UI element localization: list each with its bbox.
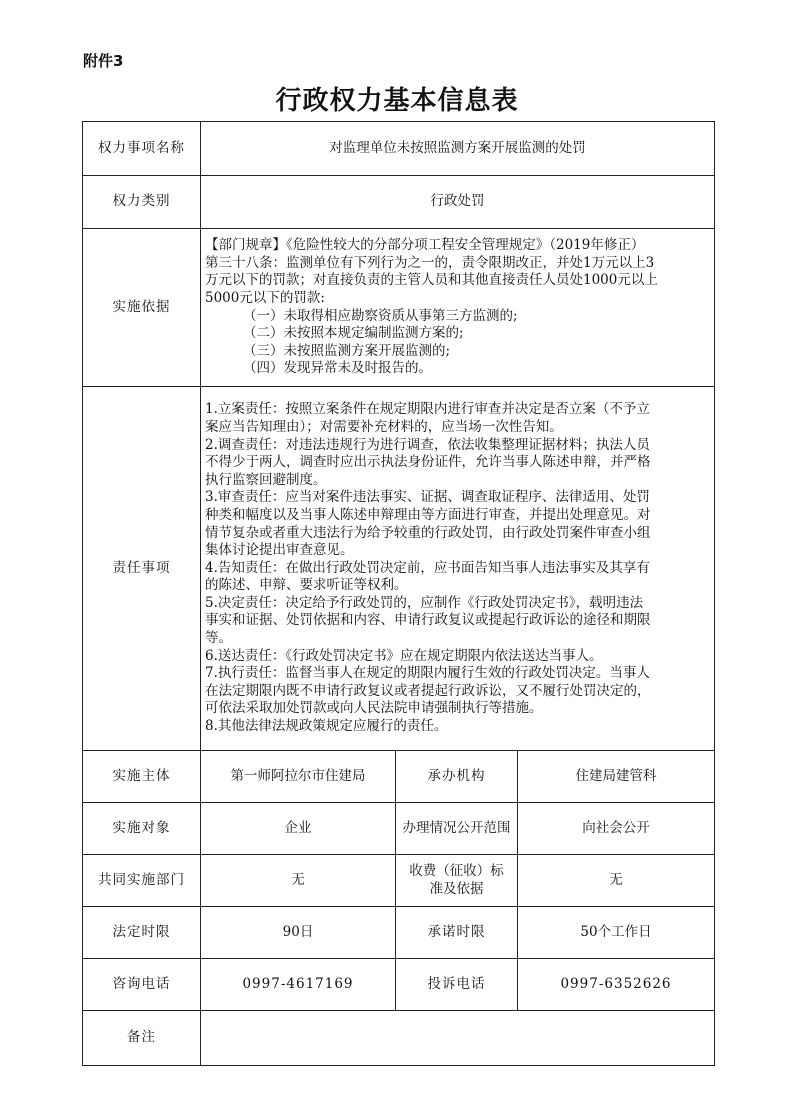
row-subject <box>83 751 715 803</box>
basis-line: 5000元以下的罚款: <box>205 289 325 306</box>
basis-item: （四）发现异常未及时报告的。 <box>243 360 432 377</box>
target-label: 实施对象 <box>83 803 201 855</box>
basis-item: （一）未取得相应勘察资质从事第三方监测的; <box>243 307 518 324</box>
duties-text <box>201 387 715 751</box>
duties-line: 可依法采取加处罚款或向人民法院申请强制执行等措施。 <box>205 700 543 717</box>
remarks-label: 备注 <box>83 1011 201 1066</box>
dept-value: 无 <box>201 855 396 907</box>
row-basis <box>83 229 715 387</box>
power-type-value: 行政处罚 <box>201 176 715 229</box>
agency-value: 住建局建管科 <box>518 751 715 803</box>
duties-line: 5.决定责任：决定给予行政处罚的，应制作《行政处罚决定书》，载明违法 <box>205 594 644 611</box>
subject-value: 第一师阿拉尔市住建局 <box>201 751 396 803</box>
fee-value: 无 <box>518 855 715 907</box>
basis-label: 实施依据 <box>83 229 201 387</box>
basis-line: 万元以下的罚款；对直接负责的主管人员和其他直接责任人员处1000元以上 <box>205 272 658 289</box>
page-title: 行政权力基本信息表 <box>275 86 519 116</box>
duties-line: 在法定期限内既不申请行政复议或者提起行政诉讼，又不履行处罚决定的， <box>205 682 651 699</box>
power-name-label: 权力事项名称 <box>83 122 201 176</box>
promise-time-label: 承诺时限 <box>396 907 518 959</box>
duties-line: 情节复杂或者重大违法行为给予较重的行政处罚，由行政处罚案件审查小组 <box>205 524 651 541</box>
power-name-value: 对监理单位未按照监测方案开展监测的处罚 <box>201 122 715 176</box>
duties-line: 2.调查责任：对违法违规行为进行调查，依法收集整理证据材料；执法人员 <box>205 436 650 453</box>
row-remarks <box>83 1011 715 1066</box>
row-duties <box>83 387 715 751</box>
legal-time-value: 90日 <box>201 907 396 959</box>
duties-line: 1.立案责任：按照立案条件在规定期限内进行审查并决定是否立案（不予立 <box>205 401 650 418</box>
row-power-type <box>83 176 715 229</box>
duties-label: 责任事项 <box>83 387 201 751</box>
target-value: 企业 <box>201 803 396 855</box>
promise-time-value: 50个工作日 <box>518 907 715 959</box>
disclosure-value: 向社会公开 <box>518 803 715 855</box>
duties-line: 不得少于两人，调查时应出示执法身份证件，允许当事人陈述申辩，并严格 <box>205 454 651 471</box>
basis-text <box>201 229 715 387</box>
power-type-label: 权力类别 <box>83 176 201 229</box>
complaint-phone: 0997-6352626 <box>518 959 715 1011</box>
basis-item: （二）未按照本规定编制监测方案的; <box>243 325 464 342</box>
duties-line: 执行监察回避制度。 <box>205 471 327 488</box>
attachment-label: 附件3 <box>83 52 124 70</box>
duties-line: 案应当告知理由）；对需要补充材料的，应当场一次性告知。 <box>205 418 563 435</box>
fee-label: 收费（征收）标准及依据 <box>396 855 518 907</box>
row-dept <box>83 855 715 907</box>
duties-line: 6.送达责任：《行政处罚决定书》应在规定期限内依法送达当事人。 <box>205 647 603 664</box>
basis-line: 【部门规章】《危险性较大的分部分项工程安全管理规定》（2019年修正） <box>205 237 645 254</box>
consult-label: 咨询电话 <box>83 959 201 1011</box>
consult-phone: 0997-4617169 <box>201 959 396 1011</box>
duties-line: 的陈述、申辩、要求听证等权利。 <box>205 577 408 594</box>
legal-time-label: 法定时限 <box>83 907 201 959</box>
complaint-label: 投诉电话 <box>396 959 518 1011</box>
dept-label: 共同实施部门 <box>83 855 201 907</box>
duties-line: 3.审查责任：应当对案件违法事实、证据、调查取证程序、法律适用、处罚 <box>205 489 650 506</box>
basis-line: 第三十八条：监测单位有下列行为之一的，责令限期改正，并处1万元以上3 <box>205 254 655 271</box>
row-consult <box>83 959 715 1011</box>
duties-line: 7.执行责任：监督当事人在规定的期限内履行生效的行政处罚决定。当事人 <box>205 665 650 682</box>
agency-label: 承办机构 <box>396 751 518 803</box>
duties-line: 等。 <box>205 630 232 647</box>
disclosure-label: 办理情况公开范围 <box>396 803 518 855</box>
row-power-name <box>83 122 715 176</box>
row-target <box>83 803 715 855</box>
remarks-value <box>201 1011 715 1066</box>
info-table <box>82 121 715 1066</box>
subject-label: 实施主体 <box>83 751 201 803</box>
duties-line: 集体讨论提出审查意见。 <box>205 542 354 559</box>
row-legal-time <box>83 907 715 959</box>
basis-item: （三）未按照监测方案开展监测的; <box>243 342 451 359</box>
duties-line: 4.告知责任：在做出行政处罚决定前，应书面告知当事人违法事实及其享有 <box>205 559 650 576</box>
duties-line: 种类和幅度以及当事人陈述申辩理由等方面进行审查，并提出处理意见。对 <box>205 506 651 523</box>
duties-line: 事实和证据、处罚依据和内容、申请行政复议或提起行政诉讼的途径和期限 <box>205 612 651 629</box>
duties-line: 8.其他法律法规政策规定应履行的责任。 <box>205 718 448 735</box>
